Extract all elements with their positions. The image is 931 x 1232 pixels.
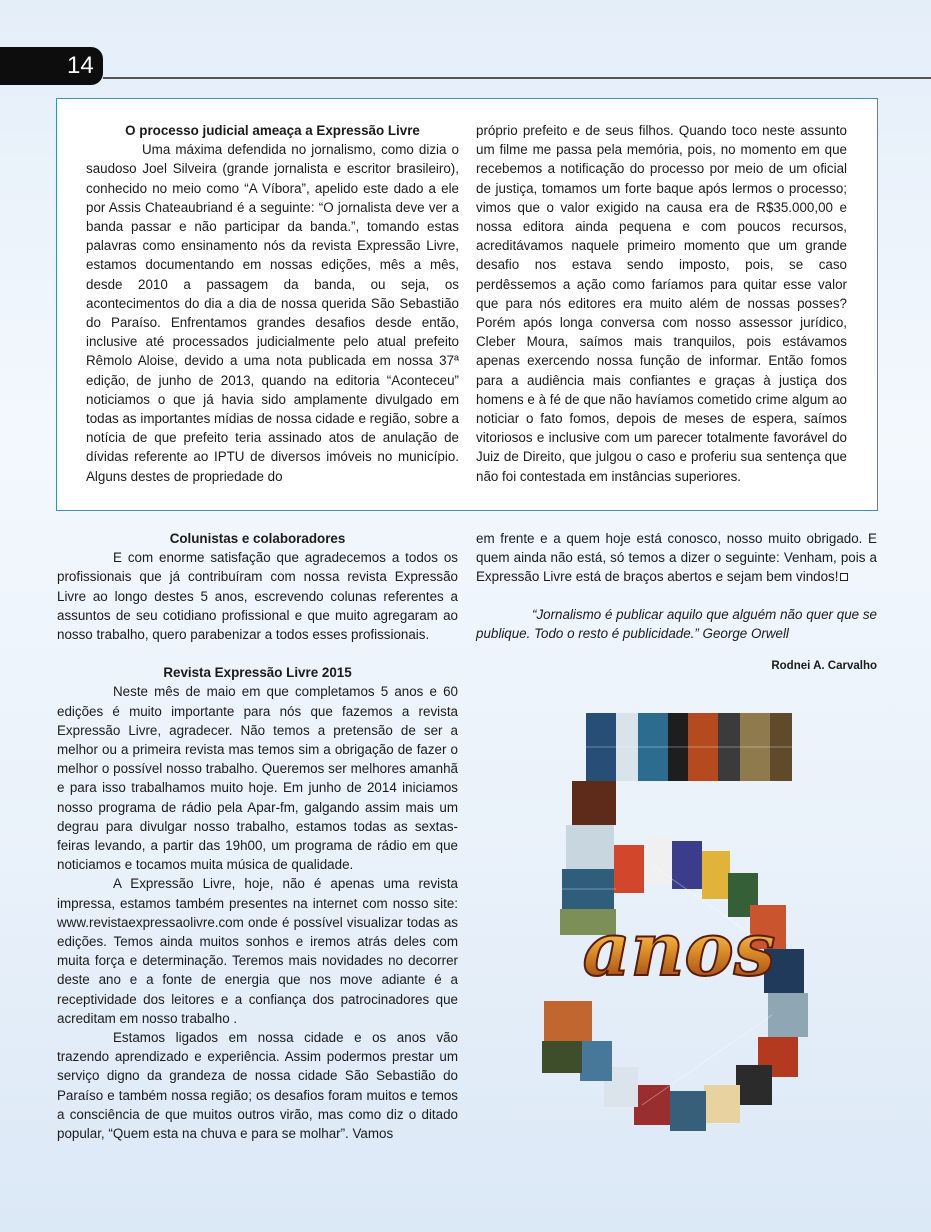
header-rule xyxy=(103,77,931,79)
colunistas-heading: Colunistas e colaboradores xyxy=(169,531,346,546)
lower-right-column xyxy=(476,529,877,676)
colunistas-text: E com enorme satisfação que agradecemos a todos os profissionais que já contribuíram com nossa revista Expressão Livre ao longo destes 5 anos, escrevendo colunas referentes a assuntos de seu cotidiano profissional e que muito agregaram ao nosso trabalho, quero parabenizar a todos esses profissionais. xyxy=(57,550,458,643)
orwell-quote: “Jornalismo é publicar aquilo que alguém não quer que se publique. Todo o resto é publicidade.” George Orwell xyxy=(476,606,877,641)
five-years-logo xyxy=(532,705,827,1145)
featured-article-right-text: próprio prefeito e de seus filhos. Quando toco neste assunto um filme me passa pela memória, pois, no momento em que recebemos a notificação do processo por meio de um oficial de justiça, tomamos um forte baque após lermos o processo; vimos que o valor exigido na causa era de R$35.000,00 e nossa editora ainda pequena e com poucos recursos, acreditávamos naquele primeiro momento que um grande desafio nos estava sendo imposto, pois, se caso perdêssemos a ação como faríamos para quitar esse valor que para nós editores era muito além de nossas posses? Porém após longa conversa com nosso assessor jurídico, Cleber Moura, saímos mais tranquilos, pois estávamos apenas exercendo nossa função de informar. Então fomos para a audiência mais confiantes e graças à justiça dos homens e à fé de que não havíamos cometido crime algum ao noticiar o fato fomos, depois de meses de espera, saímos vitoriosos e inclusive com um parecer totalmente favorável do Juiz de Direito, que julgou o caso e proferiu sua sentença que não foi contestada em instâncias superiores. xyxy=(476,123,847,484)
revista-paragraph-3-continued-text: em frente e a quem hoje está conosco, nosso muito obrigado. E quem ainda não está, só temos a dizer o seguinte: Venham, pois a Expressão Livre está de braços abertos e sejam bem vindos! xyxy=(476,531,877,585)
revista-paragraph-3-continued xyxy=(476,529,877,587)
featured-article-right-column xyxy=(476,121,847,486)
featured-article-left-column xyxy=(86,121,459,486)
author-signature: Rodnei A. Carvalho xyxy=(771,660,877,673)
logo-anos-word: anos xyxy=(582,907,776,993)
revista-paragraph-1: Neste mês de maio em que completamos 5 anos e 60 edições é muito importante para nós que fazemos a revista Expressão Livre, agradecer. Não temos a pretensão de ser a melhor ou a primeira revista mas temos sim a obrigação de fazer o melhor o possível nosso trabalho. Queremos ser melhores amanhã e para isso trabalhamos muito hoje. Em junho de 2014 iniciamos nosso programa de rádio pela Apar-fm, galgando assim mais um degrau para divulgar nosso trabalho, estamos todas as sextas-feiras levando, a partir das 19h00, um programa de rádio em que noticiamos e tocamos muita música de qualidade. xyxy=(57,684,458,873)
featured-article-heading: O processo judicial ameaça a Expressão Livre xyxy=(125,123,420,138)
end-of-article-icon xyxy=(840,573,848,581)
lower-left-column xyxy=(57,529,458,1143)
revista-paragraph-2: A Expressão Livre, hoje, não é apenas uma revista impressa, estamos também presentes na internet com nosso site: www.revistaexpressaolivre.com onde é possível visualizar todas as edições. Temos ainda muitos sonhos e iremos atrás deles com muita força e determinação. Teremos mais novidades no decorrer deste ano e a fonte de energia que nos move adiante é a receptividade dos leitores e a confiança dos patrocinadores que acreditam em nosso trabalho . xyxy=(57,876,458,1026)
page-number: 14 xyxy=(67,52,94,79)
featured-article-left-text: Uma máxima defendida no jornalismo, como dizia o saudoso Joel Silveira (grande jornalista e escritor brasileiro), conhecido no meio como “A Víbora”, apelido este dado a ele por Assis Chateaubriand é a seguinte: “O jornalista deve ver a banda passar e não participar da banda.”, tomando estas palavras como ensinamento nós da revista Expressão Livre, estamos documentando em nossas edições, mês a mês, desde 2010 a passagem da banda, ou seja, os acontecimentos do dia a dia de nossa querida São Sebastião do Paraíso. Enfrentamos grandes desafios desde então, inclusive até processados judicialmente pelo atual prefeito Rêmolo Aloise, devido a uma nota publicada em nossa 37ª edição, de junho de 2013, quando na editoria “Aconteceu” noticiamos o que já havia sido amplamente divulgado em todas as importantes mídias de nossa cidade e região, sobre a notícia de que prefeito teria assinado atos de anulação de dívidas referente ao IPTU de diversos imóveis no município. Alguns destes de propriedade do xyxy=(86,142,459,484)
revista-heading: Revista Expressão Livre 2015 xyxy=(163,665,352,681)
revista-paragraph-3: Estamos ligados em nossa cidade e os anos vão trazendo aprendizado e experiência. Assim podermos prestar um serviço digno da grandeza de nossa cidade São Sebastião do Paraíso e também nossa região; os desafios foram muitos e temos a consciência de que muitos outros virão, mas como diz o ditado popular, “Quem esta na chuva e para se molhar”. Vamos xyxy=(57,1030,458,1142)
page-number-tab xyxy=(0,47,103,85)
